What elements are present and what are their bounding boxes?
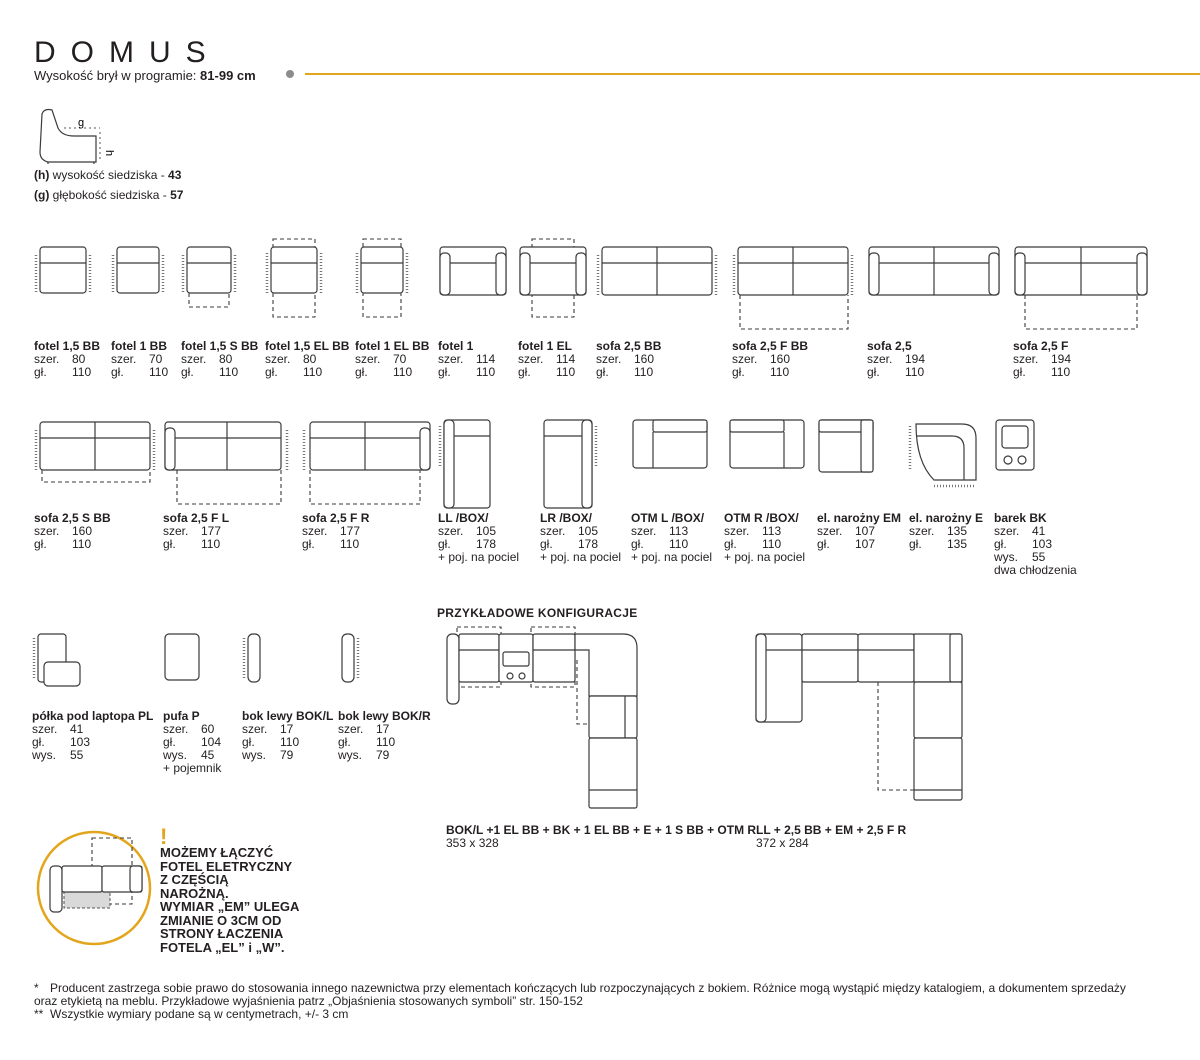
piece-el-narozny-e: el. narożny E szer. 135 gł. 135 (909, 511, 984, 551)
notice-text: ! MOŻEMY ŁĄCZYĆ FOTEL ELETRYCZNY Z CZĘŚCIĄ NAROŻNĄ. WYMIAR „EM” ULEGA ZMIANIE O 3CM OD STRONY ŁACZENIA FOTELA „EL” i „W”. (160, 824, 300, 955)
barek-bk-drawing (994, 418, 1038, 474)
lr-box-drawing (540, 418, 600, 510)
config-2-drawing (754, 630, 966, 806)
piece-fotel-1-el-bb: fotel 1 EL BB szer. 70 gł. 110 (355, 339, 430, 379)
seat-depth: (g) głębokość siedziska - 57 (34, 188, 184, 202)
piece-fotel-1-el: fotel 1 EL szer. 114 gł. 110 (518, 339, 576, 379)
sofa-2-5-f-bb-drawing (732, 245, 856, 333)
bok-lewy-bok-l-drawing (242, 632, 266, 684)
footnote-2: ** Wszystkie wymiary podane są w centymetrach, +/- 3 cm (34, 1007, 349, 1021)
piece-sofa-2-5-s-bb: sofa 2,5 S BB szer. 160 gł. 110 (34, 511, 111, 551)
piece-sofa-2-5-bb: sofa 2,5 BB szer. 160 gł. 110 (596, 339, 662, 379)
config-1-drawing (445, 624, 645, 814)
bullet-dot (286, 70, 294, 78)
fotel-1-5-s-bb-drawing (181, 245, 239, 311)
fotel-1-bb-drawing (111, 245, 167, 295)
piece-barek-bk: barek BK szer. 41 gł. 103 wys. 55 dwa chłodzenia (994, 511, 1077, 577)
fotel-1-5-el-bb-drawing (265, 237, 325, 321)
sofa-2-5-bb-drawing (596, 245, 720, 297)
fotel-1-el-drawing (518, 237, 588, 321)
sofa-2-5-f-r-drawing (302, 420, 432, 508)
piece-sofa-2-5-f-l: sofa 2,5 F L szer. 177 gł. 110 (163, 511, 230, 551)
configs-section-title: PRZYKŁADOWE KONFIGURACJE (437, 606, 638, 620)
sofa-2-5-s-bb-drawing (34, 420, 158, 486)
bok-lewy-bok-r-drawing (338, 632, 362, 684)
piece-otm-r-box: OTM R /BOX/ szer. 113 gł. 110 + poj. na pociel (724, 511, 806, 564)
sofa-2-5-f-drawing (1013, 245, 1149, 333)
piece-sofa-2-5: sofa 2,5 szer. 194 gł. 110 (867, 339, 926, 379)
page-title: DOMUS (34, 36, 221, 69)
footnote-1: * Producent zastrzega sobie prawo do stosowania innego nazewnictwa przy elementach kończących lub rozpoczynających z bokiem. Różnice mogą wystąpić między katalogiem, a dokumentem sprzedaży oraz etykietą na meblu. Przykładowe wyjaśnienia patrz „Objaśnienia stosowanych symboli” str. 150-152 (34, 981, 1126, 1008)
piece-fotel-1: fotel 1 szer. 114 gł. 110 (438, 339, 496, 379)
fotel-1-el-bb-drawing (355, 237, 411, 321)
seat-dimension-icon (34, 106, 124, 166)
polka-pod-laptopa-drawing (32, 632, 82, 690)
piece-bok-lewy-bok-l: bok lewy BOK/L szer. 17 gł. 110 wys. 79 (242, 709, 334, 762)
pufa-p-drawing (163, 632, 203, 682)
piece-sofa-2-5-f: sofa 2,5 F szer. 194 gł. 110 (1013, 339, 1072, 379)
piece-otm-l-box: OTM L /BOX/ szer. 113 gł. 110 + poj. na pociel (631, 511, 713, 564)
piece-sofa-2-5-f-r: sofa 2,5 F R szer. 177 gł. 110 (302, 511, 370, 551)
sofa-2-5-drawing (867, 245, 1001, 297)
fotel-1-drawing (438, 245, 508, 297)
el-narozny-e-drawing (908, 418, 980, 492)
piece-el-narozny-em: el. narożny EM szer. 107 gł. 107 (817, 511, 902, 551)
otm-l-box-drawing (631, 418, 711, 472)
piece-lr-box: LR /BOX/ szer. 105 gł. 178 + poj. na pociel (540, 511, 622, 564)
fotel-1-5-bb-drawing (34, 245, 94, 295)
notice-illustration (36, 830, 152, 946)
piece-fotel-1-bb: fotel 1 BB szer. 70 gł. 110 (111, 339, 169, 379)
piece-bok-lewy-bok-r: bok lewy BOK/R szer. 17 gł. 110 wys. 79 (338, 709, 431, 762)
accent-rule (305, 73, 1200, 75)
el-narozny-em-drawing (817, 418, 877, 474)
height-range: Wysokość brył w programie: 81-99 cm (34, 68, 256, 83)
exclamation-icon: ! (160, 824, 168, 849)
seat-height: (h) wysokość siedziska - 43 (34, 168, 182, 182)
piece-ll-box: LL /BOX/ szer. 105 gł. 178 + poj. na pociel (438, 511, 520, 564)
piece-pufa-p: pufa P szer. 60 gł. 104 wys. 45 + pojemnik (163, 709, 222, 775)
sofa-2-5-f-l-drawing (163, 420, 293, 508)
piece-sofa-2-5-f-bb: sofa 2,5 F BB szer. 160 gł. 110 (732, 339, 809, 379)
piece-fotel-1-5-bb: fotel 1,5 BB szer. 80 gł. 110 (34, 339, 101, 379)
piece-fotel-1-5-el-bb: fotel 1,5 EL BB szer. 80 gł. 110 (265, 339, 350, 379)
otm-r-box-drawing (728, 418, 808, 472)
piece-fotel-1-5-s-bb: fotel 1,5 S BB szer. 80 gł. 110 (181, 339, 259, 379)
config-1-caption: BOK/L +1 EL BB + BK + 1 EL BB + E + 1 S BB + OTM R 353 x 328 (446, 823, 757, 850)
piece-polka-pod-laptopa: półka pod laptopa PL szer. 41 gł. 103 wys. 55 (32, 709, 154, 762)
h-label: h (103, 150, 115, 157)
config-2-caption: LL + 2,5 BB + EM + 2,5 F R 372 x 284 (756, 823, 907, 850)
ll-box-drawing (438, 418, 498, 510)
g-label: g (78, 117, 85, 129)
